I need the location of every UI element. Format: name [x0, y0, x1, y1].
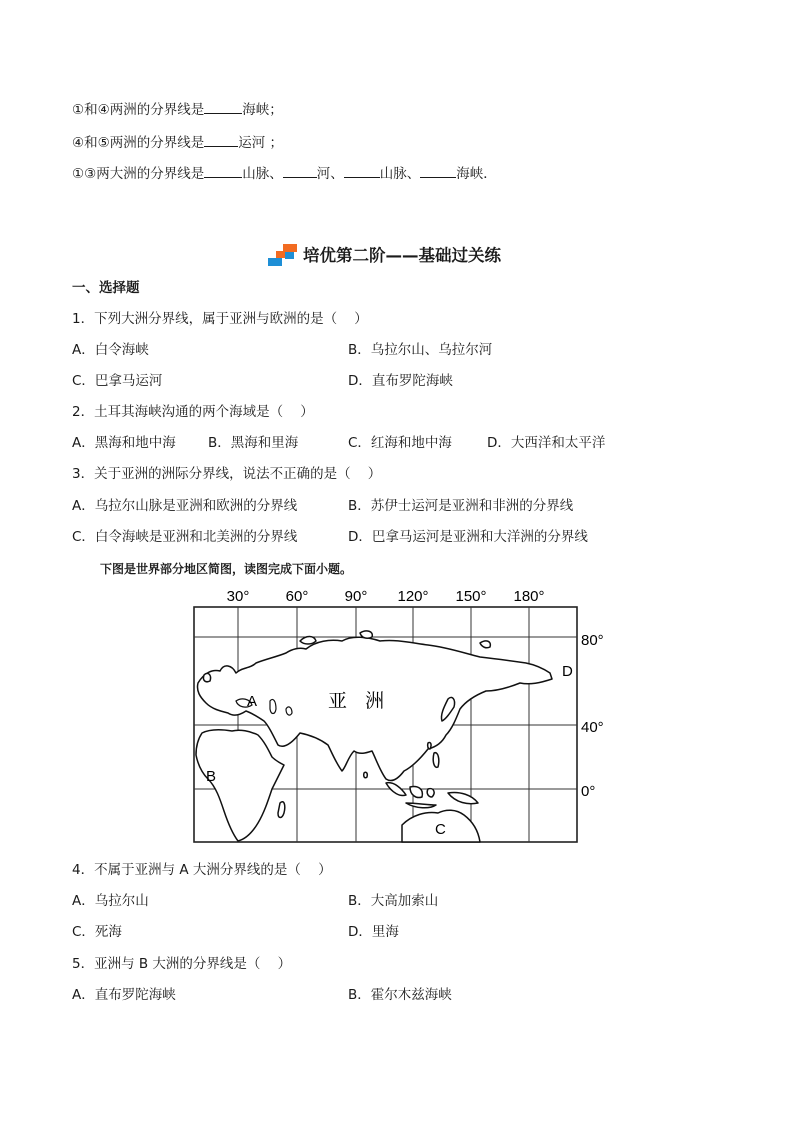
question-5-stem: 5．亚洲与 B 大洲的分界线是（ ） — [72, 956, 292, 972]
lon-label-120: 120° — [397, 588, 429, 605]
question-3-option-d[interactable]: D．巴拿马运河是亚洲和大洋洲的分界线 — [348, 529, 588, 545]
question-2-option-d[interactable]: D．大西洋和太平洋 — [487, 435, 606, 451]
line3-part4: 海峡． — [456, 166, 497, 182]
world-region-map — [180, 583, 620, 845]
continent-letter-c: C — [435, 821, 446, 838]
map-caption: 下图是世界部分地区简图，读图完成下面小题。 — [100, 562, 353, 576]
question-5-option-a[interactable]: A．直布罗陀海峡 — [72, 987, 176, 1003]
answer-blank[interactable] — [204, 133, 238, 147]
lon-label-150: 150° — [455, 588, 487, 605]
question-1-option-c[interactable]: C．巴拿马运河 — [72, 373, 163, 389]
asia-label: 亚 洲 — [328, 690, 385, 712]
section-title-text: 培优第二阶——基础过关练 — [303, 246, 501, 265]
question-1-option-d[interactable]: D．直布罗陀海峡 — [348, 373, 453, 389]
answer-blank[interactable] — [344, 164, 380, 178]
question-1-option-a[interactable]: A．白令海峡 — [72, 342, 149, 358]
line3-part1: 山脉、 — [242, 166, 283, 182]
question-1-stem: 1．下列大洲分界线，属于亚洲与欧洲的是（ ） — [72, 311, 368, 327]
fill-blank-line-2 — [72, 133, 283, 152]
question-3-stem: 3．关于亚洲的洲际分界线，说法不正确的是（ ） — [72, 466, 382, 482]
question-2-option-c[interactable]: C．红海和地中海 — [348, 435, 452, 451]
madagascar-outline — [278, 802, 285, 818]
question-4-option-a[interactable]: A．乌拉尔山 — [72, 893, 149, 909]
question-2-stem: 2．土耳其海峡沟通的两个海域是（ ） — [72, 404, 314, 420]
fill-blank-line-1 — [72, 100, 283, 119]
question-4-stem: 4．不属于亚洲与 A 大洲分界线的是（ ） — [72, 862, 332, 878]
fill-blank-line-3 — [72, 164, 497, 183]
question-2-option-a[interactable]: A．黑海和地中海 — [72, 435, 176, 451]
lat-label-40: 40° — [581, 719, 604, 736]
line1-prefix: ①和④两洲的分界线是 — [72, 102, 205, 118]
question-4-option-b[interactable]: B．大高加索山 — [348, 893, 439, 909]
question-5-option-b[interactable]: B．霍尔木兹海峡 — [348, 987, 452, 1003]
continent-letter-d: D — [562, 663, 573, 680]
line2-suffix: 运河 ； — [238, 135, 284, 151]
question-3-option-b[interactable]: B．苏伊士运河是亚洲和非洲的分界线 — [348, 498, 574, 514]
lon-label-60: 60° — [285, 588, 309, 605]
continent-letter-b: B — [206, 768, 217, 785]
answer-blank[interactable] — [420, 164, 456, 178]
lon-label-90: 90° — [344, 588, 368, 605]
section-heading: 一、选择题 — [72, 280, 140, 296]
line1-suffix: 海峡； — [242, 102, 283, 118]
question-4-option-d[interactable]: D．里海 — [348, 924, 399, 940]
lat-label-0: 0° — [581, 783, 596, 800]
lat-label-80: 80° — [581, 632, 604, 649]
question-3-option-c[interactable]: C．白令海峡是亚洲和北美洲的分界线 — [72, 529, 298, 545]
line3-part2: 河、 — [316, 166, 344, 182]
lon-label-180: 180° — [513, 588, 545, 605]
question-2-option-b[interactable]: B．黑海和里海 — [208, 435, 299, 451]
answer-blank[interactable] — [204, 164, 242, 178]
answer-blank[interactable] — [283, 164, 317, 178]
line2-prefix: ④和⑤两洲的分界线是 — [72, 135, 205, 151]
answer-blank[interactable] — [204, 100, 242, 114]
question-4-option-c[interactable]: C．死海 — [72, 924, 122, 940]
stacked-blocks-icon — [268, 244, 300, 268]
question-3-option-a[interactable]: A．乌拉尔山脉是亚洲和欧洲的分界线 — [72, 498, 298, 514]
line3-part3: 山脉、 — [379, 166, 421, 182]
line3-prefix: ①③两大洲的分界线是 — [72, 166, 205, 182]
question-1-option-b[interactable]: B．乌拉尔山、乌拉尔河 — [348, 342, 493, 358]
lon-label-30: 30° — [226, 588, 250, 605]
section-title — [268, 244, 501, 268]
continent-letter-a: A — [247, 693, 258, 710]
